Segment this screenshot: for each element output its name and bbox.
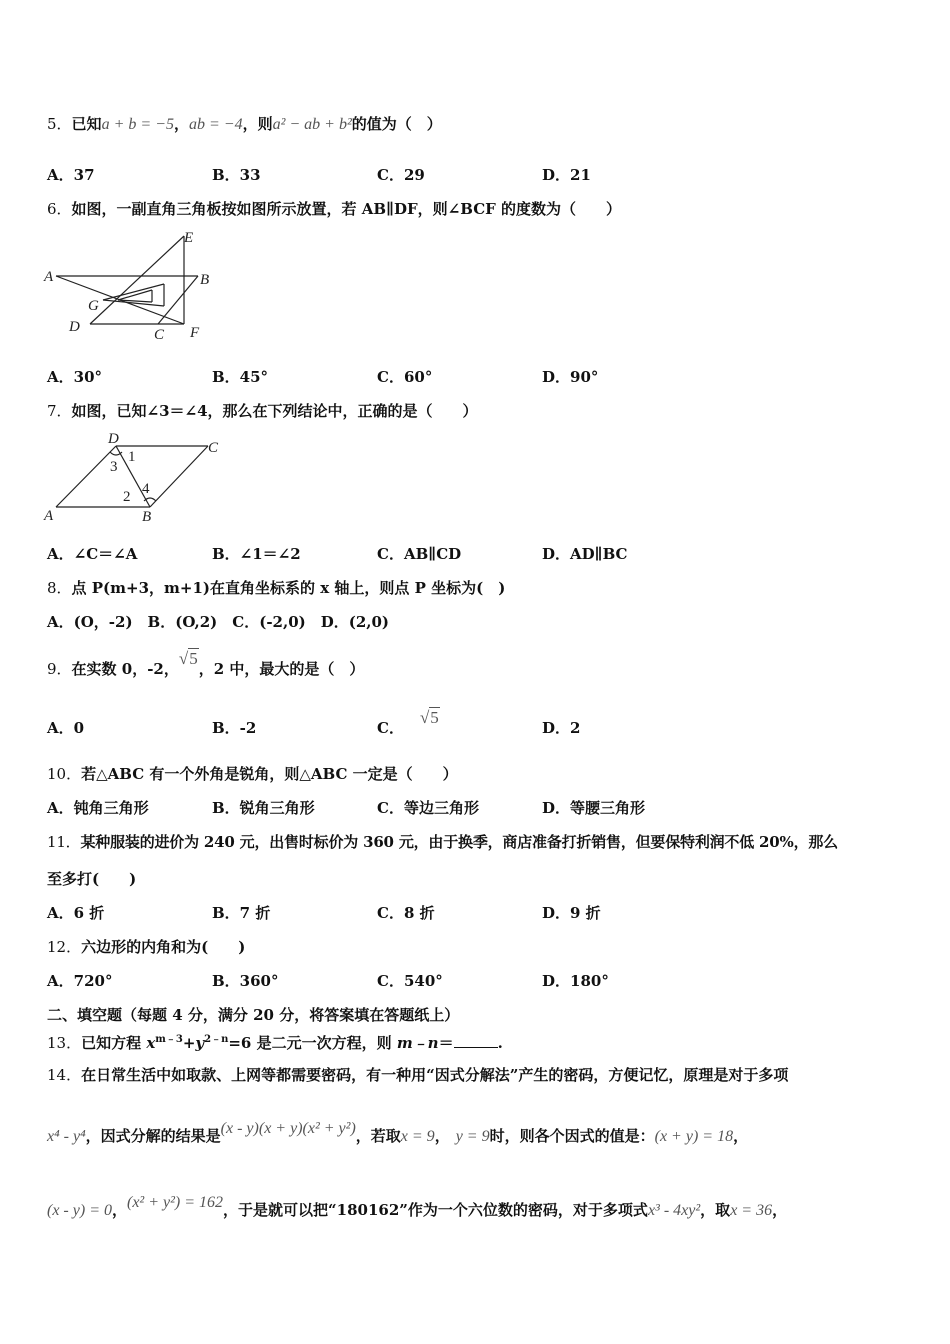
option-a[interactable]: A．0: [47, 719, 85, 737]
question-text: ，则: [242, 115, 273, 133]
angle-label-1: 1: [128, 449, 136, 465]
label-e: E: [184, 230, 194, 246]
question-13: [47, 1030, 503, 1053]
option-c[interactable]: C．8 折: [377, 904, 435, 922]
question-14-line-3: [47, 1194, 788, 1221]
math-expression: (x + y) = 18: [654, 1128, 734, 1145]
option-d[interactable]: D．9 折: [542, 904, 601, 922]
label-c: C: [154, 327, 165, 343]
label-g: G: [88, 298, 99, 314]
option-a[interactable]: A．37: [47, 166, 95, 184]
question-text: ，: [772, 1201, 788, 1219]
question-number: 11．: [47, 833, 81, 851]
question-11: [47, 832, 838, 852]
option-d[interactable]: D．21: [542, 166, 591, 184]
section-title: 二、填空题（每题 4 分，满分 20 分，将答案填在答题纸上）: [47, 1006, 460, 1024]
option-b[interactable]: B．33: [212, 166, 261, 184]
math-expression: y = 9: [455, 1128, 490, 1145]
option-c[interactable]: C．60°: [377, 368, 433, 386]
operator: +: [182, 1034, 196, 1052]
question-text: 在实数 0，-2，: [71, 660, 179, 678]
separator: ，: [173, 115, 189, 133]
option-d[interactable]: D．2: [542, 719, 581, 737]
label-b: B: [200, 272, 210, 288]
option-b[interactable]: B．7 折: [212, 904, 271, 922]
question-text: .: [497, 1034, 503, 1052]
question-text: 若△ABC 有一个外角是锐角，则△ABC 一定是（ ）: [81, 765, 458, 783]
label-c: C: [208, 440, 219, 456]
question-text: ，于是就可以把“180162”作为一个六位数的密码，对于多项式: [223, 1201, 648, 1219]
question-number: 9．: [47, 660, 72, 678]
question-number: 7．: [47, 402, 72, 420]
math-expression: m﹣n: [396, 1034, 439, 1052]
question-text: ，若取: [355, 1127, 401, 1145]
sqrt-expression: √5: [419, 708, 439, 727]
question-number: 14．: [47, 1066, 82, 1084]
question-5: [47, 114, 442, 135]
question-text: ，2 中，最大的是（ ）: [198, 660, 365, 678]
question-text: ，: [733, 1127, 749, 1145]
question-text: 点 P(m+3，m+1)在直角坐标系的 x 轴上，则点 P 坐标为( ): [71, 579, 506, 597]
label-a: A: [44, 508, 54, 524]
math-expression: (x - y) = 0: [47, 1202, 112, 1219]
question-11-continued: 至多打( ): [47, 870, 137, 888]
question-text: 已知方程: [81, 1034, 147, 1052]
option-d[interactable]: D．AD∥BC: [542, 545, 628, 563]
question-text: 已知: [71, 115, 102, 133]
option-a[interactable]: A．30°: [47, 368, 103, 386]
option-d[interactable]: D．等腰三角形: [542, 799, 646, 817]
question-number: 12．: [47, 938, 82, 956]
question-12: [47, 937, 245, 957]
question-10: [47, 764, 458, 784]
math-expression: x = 9: [400, 1128, 435, 1145]
option-d[interactable]: D．90°: [542, 368, 599, 386]
option-b[interactable]: B．锐角三角形: [212, 799, 315, 817]
label-b: B: [142, 509, 152, 525]
option-c[interactable]: C．AB∥CD: [377, 545, 462, 563]
question-8: [47, 578, 505, 598]
sqrt-expression: √5: [178, 649, 198, 668]
math-expression: (x - y)(x + y)(x² + y²): [220, 1120, 356, 1137]
angle-label-2: 2: [123, 489, 131, 505]
option-c[interactable]: C．540°: [377, 972, 443, 990]
option-a[interactable]: A．720°: [47, 972, 113, 990]
question-text: 如图，已知∠3＝∠4，那么在下列结论中，正确的是（ ）: [71, 402, 478, 420]
question-number: 13．: [47, 1034, 82, 1052]
parallelogram-figure: [40, 428, 230, 526]
label-a: A: [44, 269, 54, 285]
question-7: [47, 401, 478, 421]
label-f: F: [190, 325, 200, 341]
question-text: 如图，一副直角三角板按如图所示放置，若 AB∥DF，则∠BCF 的度数为（ ）: [71, 200, 622, 218]
question-14-line-2: [47, 1120, 749, 1147]
option-c[interactable]: C．等边三角形: [377, 799, 479, 817]
question-text: ，取: [700, 1201, 731, 1219]
question-text: 某种服装的进价为 240 元，出售时标价为 360 元，由于换季，商店准备打折销售，但要保特利润不低 20%，那么: [80, 833, 838, 851]
question-number: 5．: [47, 115, 72, 133]
question-number: 8．: [47, 579, 72, 597]
question-text: ，: [434, 1127, 450, 1145]
option-b[interactable]: B．45°: [212, 368, 269, 386]
math-expression: a² − ab + b²: [272, 116, 352, 133]
angle-label-4: 4: [142, 481, 150, 497]
question-text: ＝: [438, 1034, 454, 1052]
math-expression: ab = −4: [188, 116, 243, 133]
exponent: 2﹣n: [204, 1034, 229, 1045]
option-b[interactable]: B．360°: [212, 972, 279, 990]
option-a[interactable]: A．钝角三角形: [47, 799, 149, 817]
math-expression: x³ - 4xy²: [647, 1202, 701, 1219]
question-6: [47, 199, 621, 219]
question-number: 6．: [47, 200, 72, 218]
option-d[interactable]: D．180°: [542, 972, 609, 990]
math-expression: a + b = −5: [101, 116, 174, 133]
option-b[interactable]: B．-2: [212, 719, 257, 737]
question-text: ，: [111, 1201, 127, 1219]
math-expression: x⁴ - y⁴: [47, 1128, 86, 1145]
label-d: D: [69, 319, 80, 335]
option-label: C．: [377, 719, 404, 737]
option-b[interactable]: B．∠1＝∠2: [212, 545, 301, 563]
exponent: m﹣3: [155, 1034, 183, 1045]
question-text: ，因式分解的结果是: [85, 1127, 221, 1145]
option-a[interactable]: A．∠C＝∠A: [47, 545, 138, 563]
question-text: 的值为（ ）: [351, 115, 442, 133]
math-expression: (x² + y²) = 162: [127, 1194, 224, 1211]
triangle-rulers-figure: [40, 226, 230, 344]
question-text: 时，则各个因式的值是：: [489, 1127, 655, 1145]
option-c[interactable]: C．29: [377, 166, 425, 184]
variable-x: x: [146, 1034, 156, 1052]
radicand: 5: [430, 708, 439, 727]
question-text: 六边形的内角和为( ): [81, 938, 246, 956]
question-text: 在日常生活中如取款、上网等都需要密码，有一种用“因式分解法”产生的密码，方便记忆，原理是对于多项: [81, 1066, 789, 1084]
question-text: =6 是二元一次方程，则: [228, 1034, 397, 1052]
option-a[interactable]: A．6 折: [47, 904, 105, 922]
variable-y: y: [195, 1034, 205, 1052]
options-line[interactable]: A．(O，-2) B．(O,2) C．(-2,0) D．(2,0): [47, 613, 390, 631]
radicand: 5: [189, 649, 198, 668]
question-9: [47, 649, 365, 679]
question-number: 10．: [47, 765, 82, 783]
question-14: [47, 1065, 788, 1085]
answer-blank[interactable]: [454, 1033, 498, 1048]
label-d: D: [108, 431, 119, 447]
option-c[interactable]: [377, 708, 440, 738]
math-expression: x = 36: [730, 1202, 773, 1219]
angle-label-3: 3: [110, 459, 118, 475]
